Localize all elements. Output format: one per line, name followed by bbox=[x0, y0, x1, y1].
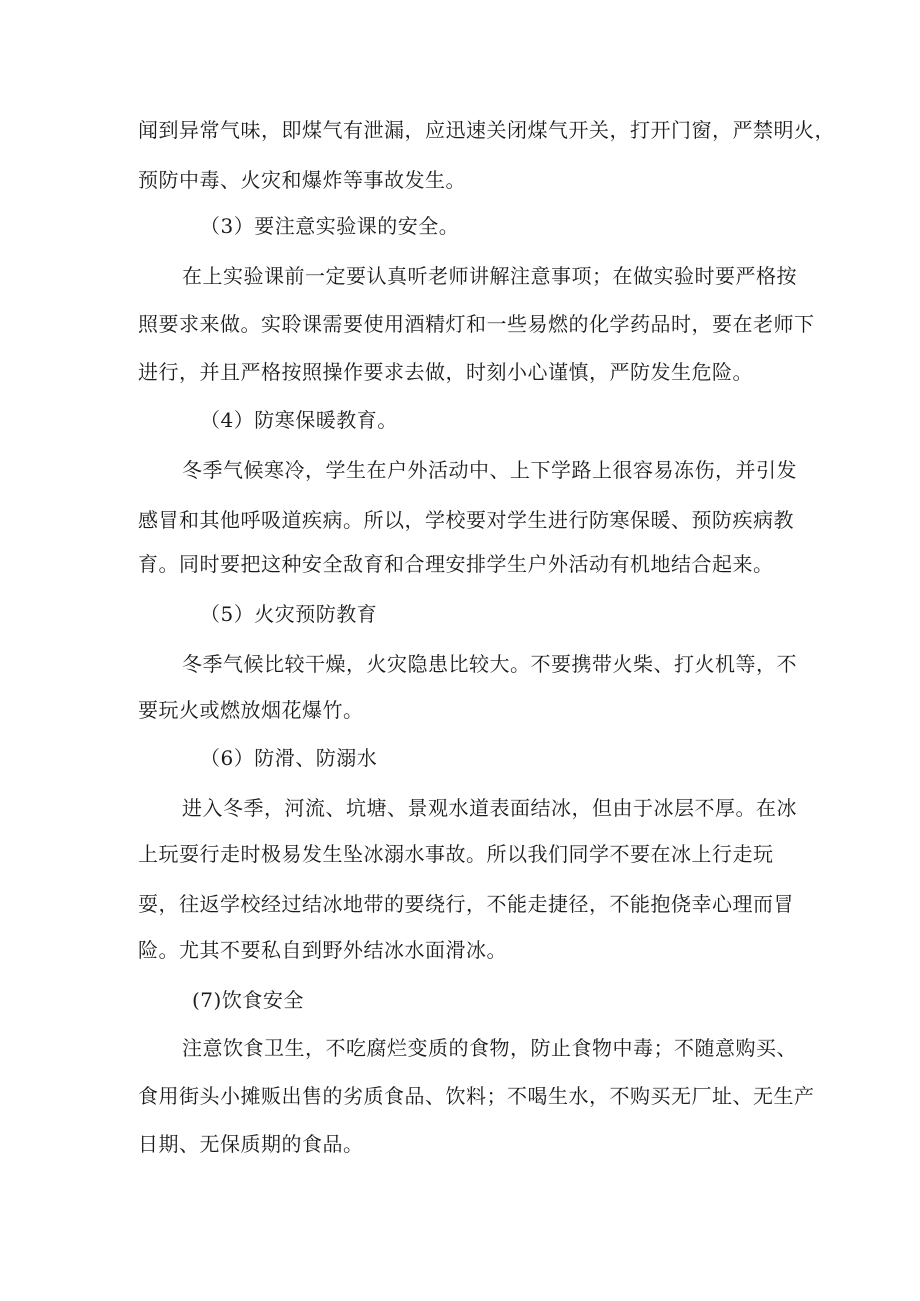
paragraph-line: 进行，并且严格按照操作要求去做，时刻小心谨慎，严防发生危险。 bbox=[138, 360, 753, 384]
paragraph-line: 感冒和其他呼吸道疾病。所以，学校要对学生进行防寒保暖、预防疾病教 bbox=[138, 508, 794, 532]
paragraph-line: 上玩耍行走时极易发生坠冰溺水事故。所以我们同学不要在冰上行走玩 bbox=[138, 842, 774, 866]
section-heading-6: （6）防滑、防溺水 bbox=[200, 746, 378, 770]
paragraph-line: 冬季气候比较干燥，火灾隐患比较大。不要携带火柴、打火机等，不 bbox=[182, 652, 797, 676]
section-heading-4: （4）防寒保暖教育。 bbox=[200, 408, 398, 432]
paragraph-line: 险。尤其不要私自到野外结冰水面滑冰。 bbox=[138, 938, 507, 962]
paragraph-line: 闻到异常气味，即煤气有泄漏，应迅速关闭煤气开关，打开门窗，严禁明火， bbox=[138, 118, 835, 142]
section-heading-3: （3）要注意实验课的安全。 bbox=[200, 214, 460, 238]
paragraph-line: 食用街头小摊贩出售的劣质食品、饮料；不喝生水，不购买无厂址、无生产 bbox=[138, 1084, 815, 1108]
section-heading-7: (7)饮食安全 bbox=[192, 988, 304, 1012]
paragraph-line: 注意饮食卫生，不吃腐烂变质的食物，防止食物中毒；不随意购买、 bbox=[182, 1036, 797, 1060]
paragraph-line: 冬季气候寒冷，学生在户外活动中、上下学路上很容易冻伤，并引发 bbox=[182, 458, 797, 482]
paragraph-line: 育。同时要把这种安全敌育和合理安排学生户外活动有机地结合起来。 bbox=[138, 552, 774, 576]
paragraph-line: 在上实验课前一定要认真听老师讲解注意事项；在做实验时要严格按 bbox=[182, 264, 797, 288]
paragraph-line: 日期、无保质期的食品。 bbox=[138, 1132, 364, 1156]
paragraph-line: 要玩火或燃放烟花爆竹。 bbox=[138, 698, 364, 722]
section-heading-5: （5）火灾预防教育 bbox=[200, 602, 378, 626]
paragraph-line: 进入冬季，河流、坑塘、景观水道表面结冰，但由于冰层不厚。在冰 bbox=[182, 796, 797, 820]
paragraph-line: 预防中毒、火灾和爆炸等事故发生。 bbox=[138, 168, 466, 192]
paragraph-line: 耍，往返学校经过结冰地带的要绕行，不能走捷径，不能抱侥幸心理而冒 bbox=[138, 892, 794, 916]
paragraph-line: 照要求来做。实聆课需要使用酒精灯和一些易燃的化学药品时，要在老师下 bbox=[138, 312, 815, 336]
